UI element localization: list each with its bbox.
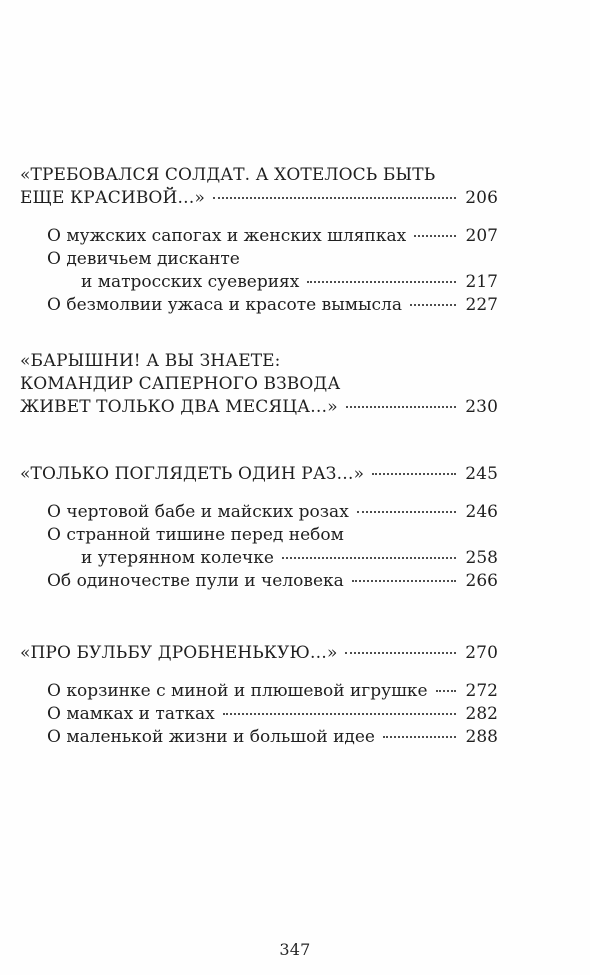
dot-leader: [223, 712, 456, 715]
page-number: 246: [465, 502, 498, 522]
item-title: О чертовой бабе и майских розах: [47, 502, 349, 522]
item-title: Об одиночестве пули и человека: [47, 571, 344, 591]
toc-item-continued-line: [20, 524, 498, 547]
toc-item: [20, 501, 498, 524]
section-spacer: [20, 419, 498, 463]
toc-item: [20, 680, 498, 703]
item-title: О девичьем дисканте: [47, 249, 240, 269]
dot-leader: [436, 689, 456, 692]
item-title: и утерянном колечке: [81, 548, 274, 568]
item-title: О странной тишине перед небом: [47, 525, 344, 545]
toc-item: [20, 225, 498, 248]
dot-leader: [307, 280, 456, 283]
item-title: О мужских сапогах и женских шляпках: [47, 226, 407, 246]
page-footer-number: 347: [279, 940, 311, 959]
page-number: 245: [465, 464, 498, 484]
dot-leader: [213, 196, 456, 199]
section-title-text: «БАРЫШНИ! А ВЫ ЗНАЕТЕ:: [20, 351, 281, 371]
section-title-text: ЖИВЕТ ТОЛЬКО ДВА МЕСЯЦА…»: [20, 397, 338, 417]
page-number: 288: [465, 727, 498, 747]
page-number: 270: [465, 643, 498, 663]
toc-item: [20, 703, 498, 726]
toc-item: [20, 547, 498, 570]
toc-item-continued-line: [20, 248, 498, 271]
page-number: 217: [465, 272, 498, 292]
page-number: 258: [465, 548, 498, 568]
dot-leader: [383, 735, 456, 738]
section-title-text: КОМАНДИР САПЕРНОГО ВЗВОДА: [20, 374, 341, 394]
toc-item: [20, 570, 498, 593]
dot-leader: [414, 234, 456, 237]
toc-item: [20, 294, 498, 317]
page-number: 282: [465, 704, 498, 724]
dot-leader: [372, 472, 456, 475]
item-title: О маленькой жизни и большой идее: [47, 727, 375, 747]
toc-section-3: [20, 463, 498, 593]
page-number: 227: [465, 295, 498, 315]
section-title-final-line: [20, 463, 498, 486]
section-title-final-line: [20, 396, 498, 419]
toc-section-2: [20, 350, 498, 419]
toc-item: [20, 726, 498, 749]
page-number: 272: [465, 681, 498, 701]
dot-leader: [345, 651, 456, 654]
dot-leader: [346, 405, 456, 408]
item-title: О корзинке с миной и плюшевой игрушке: [47, 681, 428, 701]
item-title: О мамках и татках: [47, 704, 215, 724]
dot-leader: [410, 303, 456, 306]
dot-leader: [357, 510, 456, 513]
section-title-final-line: [20, 187, 498, 210]
section-title-line: [20, 373, 498, 396]
item-title: и матросских суевериях: [81, 272, 300, 292]
section-title-text: «ТОЛЬКО ПОГЛЯДЕТЬ ОДИН РАЗ…»: [20, 464, 365, 484]
dot-leader: [282, 556, 456, 559]
toc-section-1: [20, 164, 498, 317]
page-number: 266: [465, 571, 498, 591]
page-number: 207: [465, 226, 498, 246]
toc-subsection-list: [20, 680, 498, 749]
toc-item: [20, 271, 498, 294]
section-spacer: [20, 317, 498, 350]
section-title-text: «ПРО БУЛЬБУ ДРОБНЕНЬКУЮ…»: [20, 643, 338, 663]
dot-leader: [352, 579, 456, 582]
section-title-text: «ТРЕБОВАЛСЯ СОЛДАТ. А ХОТЕЛОСЬ БЫТЬ: [20, 165, 436, 185]
toc-subsection-list: [20, 225, 498, 317]
toc-subsection-list: [20, 501, 498, 593]
table-of-contents: [20, 164, 498, 749]
page-number: 206: [465, 188, 498, 208]
section-spacer: [20, 593, 498, 642]
toc-section-4: [20, 642, 498, 749]
section-title-final-line: [20, 642, 498, 665]
item-title: О безмолвии ужаса и красоте вымысла: [47, 295, 402, 315]
section-title-line: [20, 350, 498, 373]
page-number: 230: [465, 397, 498, 417]
section-title-text: ЕЩЕ КРАСИВОЙ…»: [20, 188, 205, 208]
section-title-line: [20, 164, 498, 187]
